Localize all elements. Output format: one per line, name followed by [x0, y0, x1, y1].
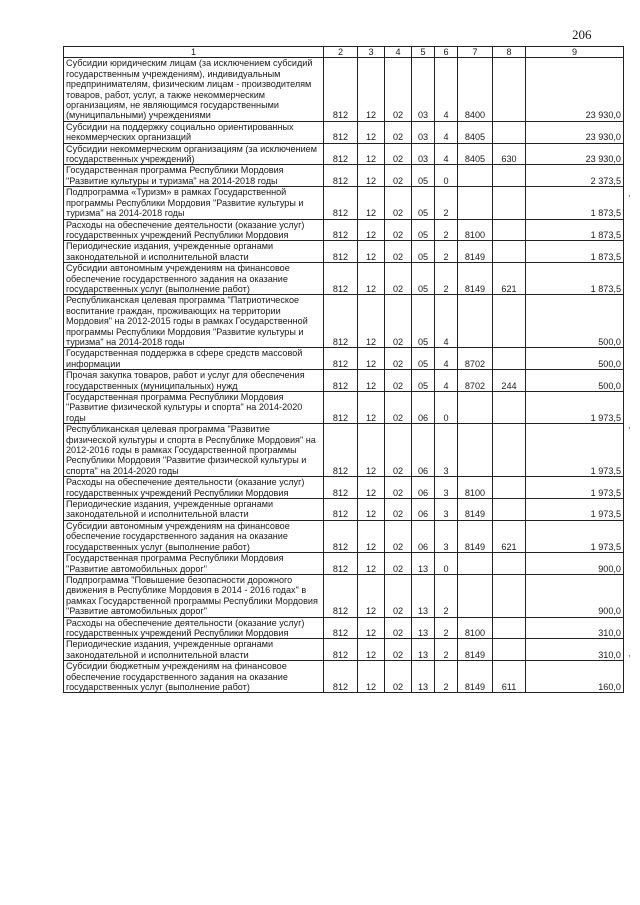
cell-cs: 8149	[458, 661, 493, 693]
cell-gp: 03	[412, 58, 435, 121]
cell-sum: 23 930,0	[526, 58, 624, 121]
cell-vr	[493, 295, 526, 348]
row-name: Субсидии некоммерческим организациям (за исключением государственных учреждений)	[64, 143, 324, 165]
cell-pr: 02	[385, 241, 412, 263]
cell-ved: 812	[324, 617, 358, 639]
cell-vr	[493, 187, 526, 219]
cell-cs: 8100	[458, 617, 493, 639]
cell-pp: 4	[435, 295, 458, 348]
row-name: Расходы на обеспечение деятельности (оказание услуг) государственных учреждений Республики Мордовия	[64, 219, 324, 241]
cell-cs	[458, 165, 493, 187]
cell-rz: 12	[358, 263, 385, 295]
row-name: Государственная поддержка в сфере средств массовой информации	[64, 348, 324, 370]
cell-ved: 812	[324, 121, 358, 143]
cell-vr	[493, 553, 526, 575]
cell-pp: 3	[435, 499, 458, 521]
cell-pr: 02	[385, 187, 412, 219]
cell-ved: 812	[324, 241, 358, 263]
cell-vr	[493, 499, 526, 521]
cell-sum: 500,0	[526, 348, 624, 370]
cell-ved: 812	[324, 392, 358, 424]
cell-cs: 8702	[458, 348, 493, 370]
cell-pp: 2	[435, 219, 458, 241]
cell-ved: 812	[324, 499, 358, 521]
row-name: Субсидии автономным учреждениям на финансовое обеспечение государственного задания на оказание государственных услуг (выполнение работ)	[64, 263, 324, 295]
table-row	[64, 370, 624, 392]
cell-vr	[493, 477, 526, 499]
cell-ved: 812	[324, 424, 358, 477]
cell-sum: 500,0	[526, 295, 624, 348]
cell-rz: 12	[358, 639, 385, 661]
cell-gp: 13	[412, 639, 435, 661]
cell-cs	[458, 187, 493, 219]
column-header: 7	[458, 47, 493, 58]
cell-vr: 621	[493, 520, 526, 552]
cell-cs: 8100	[458, 477, 493, 499]
cell-vr	[493, 121, 526, 143]
table-row	[64, 295, 624, 348]
cell-pr: 02	[385, 392, 412, 424]
cell-gp: 06	[412, 477, 435, 499]
cell-cs: 8702	[458, 370, 493, 392]
cell-pp: 4	[435, 143, 458, 165]
column-header: 4	[385, 47, 412, 58]
cell-rz: 12	[358, 165, 385, 187]
cell-gp: 05	[412, 370, 435, 392]
table-row	[64, 143, 624, 165]
row-name: Субсидии автономным учреждениям на финансовое обеспечение государственного задания на оказание государственных услуг (выполнение работ)	[64, 520, 324, 552]
cell-cs: 8400	[458, 58, 493, 121]
budget-table	[63, 46, 624, 693]
cell-sum: 1 973,5	[526, 477, 624, 499]
cell-ved: 812	[324, 58, 358, 121]
cell-pp: 4	[435, 348, 458, 370]
cell-gp: 05	[412, 241, 435, 263]
cell-pp: 2	[435, 661, 458, 693]
cell-sum: 23 930,0	[526, 121, 624, 143]
cell-cs	[458, 392, 493, 424]
cell-sum: 1 873,5	[526, 263, 624, 295]
cell-ved: 812	[324, 520, 358, 552]
cell-gp: 03	[412, 121, 435, 143]
table-row	[64, 477, 624, 499]
cell-gp: 06	[412, 392, 435, 424]
row-name: Субсидии юридическим лицам (за исключением субсидий государственным учреждениям), индивидуальным предпринимателям, физическим лицам - производителям товаров, работ, услуг, а также некоммерческим организациям, не являющимся государственными (муниципальными) учреждениями	[64, 58, 324, 121]
cell-pp: 2	[435, 241, 458, 263]
table-row	[64, 263, 624, 295]
cell-gp: 13	[412, 553, 435, 575]
cell-pr: 02	[385, 617, 412, 639]
cell-pr: 02	[385, 520, 412, 552]
row-name: Подпрограмма "Повышение безопасности дорожного движения в Республике Мордовия в 2014 - 2016 годах" в рамках Государственной программы Республики Мордовия "Развитие автомобильных дорог"	[64, 574, 324, 617]
row-name: Субсидии бюджетным учреждениям на финансовое обеспечение государственного задания на оказание государственных услуг (выполнение работ)	[64, 661, 324, 693]
cell-ved: 812	[324, 348, 358, 370]
cell-vr	[493, 424, 526, 477]
cell-ved: 812	[324, 165, 358, 187]
cell-gp: 05	[412, 348, 435, 370]
row-name: Республиканская целевая программа "Патриотическое воспитание граждан, проживающих на территории Мордовия" на 2012-2015 годы в рамках Государственной программы Республики Мордовия "Развитие культуры и туризма" на 2014-2018 годы	[64, 295, 324, 348]
cell-rz: 12	[358, 424, 385, 477]
cell-rz: 12	[358, 58, 385, 121]
page-number: 206	[572, 27, 592, 42]
cell-pr: 02	[385, 58, 412, 121]
cell-cs: 8149	[458, 520, 493, 552]
table-row	[64, 639, 624, 661]
cell-rz: 12	[358, 241, 385, 263]
cell-sum: 160,0	[526, 661, 624, 693]
cell-gp: 05	[412, 263, 435, 295]
cell-pr: 02	[385, 424, 412, 477]
cell-vr: 621	[493, 263, 526, 295]
cell-pr: 02	[385, 499, 412, 521]
cell-sum: 1 873,5	[526, 187, 624, 219]
cell-pr: 02	[385, 295, 412, 348]
column-header: 2	[324, 47, 358, 58]
cell-ved: 812	[324, 219, 358, 241]
cell-rz: 12	[358, 295, 385, 348]
cell-sum: 1 973,5	[526, 520, 624, 552]
table-row	[64, 219, 624, 241]
cell-vr: 611	[493, 661, 526, 693]
cell-pp: 2	[435, 263, 458, 295]
cell-sum: 900,0	[526, 553, 624, 575]
table-row	[64, 348, 624, 370]
cell-sum: 23 930,0	[526, 143, 624, 165]
cell-pp: 3	[435, 424, 458, 477]
cell-pr: 02	[385, 143, 412, 165]
cell-pp: 2	[435, 617, 458, 639]
cell-pp: 2	[435, 574, 458, 617]
table-row	[64, 520, 624, 552]
row-name: Периодические издания, учрежденные органами законодательной и исполнительной власти	[64, 241, 324, 263]
cell-sum: 1 973,5	[526, 392, 624, 424]
cell-pp: 2	[435, 639, 458, 661]
column-header: 6	[435, 47, 458, 58]
column-header: 9	[526, 47, 624, 58]
cell-rz: 12	[358, 348, 385, 370]
table-row	[64, 392, 624, 424]
table-row	[64, 424, 624, 477]
cell-sum: 2 373,5	[526, 165, 624, 187]
cell-pp: 4	[435, 121, 458, 143]
cell-gp: 05	[412, 219, 435, 241]
cell-gp: 06	[412, 499, 435, 521]
cell-vr	[493, 639, 526, 661]
cell-pr: 02	[385, 219, 412, 241]
cell-pp: 0	[435, 165, 458, 187]
cell-rz: 12	[358, 477, 385, 499]
cell-cs	[458, 424, 493, 477]
row-name: Прочая закупка товаров, работ и услуг для обеспечения государственных (муниципальных) нужд	[64, 370, 324, 392]
edge-mark: ,	[628, 188, 631, 198]
cell-ved: 812	[324, 370, 358, 392]
cell-ved: 812	[324, 574, 358, 617]
cell-ved: 812	[324, 263, 358, 295]
cell-vr	[493, 392, 526, 424]
cell-vr	[493, 58, 526, 121]
cell-pp: 3	[435, 477, 458, 499]
cell-ved: 812	[324, 477, 358, 499]
cell-cs: 8149	[458, 241, 493, 263]
cell-cs: 8149	[458, 499, 493, 521]
cell-sum: 310,0	[526, 639, 624, 661]
table-row	[64, 574, 624, 617]
cell-sum: 1 973,5	[526, 424, 624, 477]
cell-rz: 12	[358, 574, 385, 617]
cell-vr	[493, 574, 526, 617]
cell-pr: 02	[385, 263, 412, 295]
cell-gp: 05	[412, 187, 435, 219]
cell-pr: 02	[385, 553, 412, 575]
cell-pp: 4	[435, 370, 458, 392]
cell-rz: 12	[358, 553, 385, 575]
cell-gp: 13	[412, 574, 435, 617]
cell-cs: 8149	[458, 639, 493, 661]
table-row	[64, 58, 624, 121]
cell-vr	[493, 219, 526, 241]
cell-pp: 0	[435, 553, 458, 575]
cell-pr: 02	[385, 348, 412, 370]
row-name: Государственная программа Республики Мордовия "Развитие физической культуры и спорта" на 2014-2020 годы	[64, 392, 324, 424]
cell-ved: 812	[324, 143, 358, 165]
cell-ved: 812	[324, 661, 358, 693]
cell-sum: 500,0	[526, 370, 624, 392]
cell-gp: 06	[412, 424, 435, 477]
column-header: 5	[412, 47, 435, 58]
table-row	[64, 499, 624, 521]
cell-vr	[493, 165, 526, 187]
column-header: 1	[64, 47, 324, 58]
cell-cs: 8149	[458, 263, 493, 295]
cell-pr: 02	[385, 574, 412, 617]
cell-gp: 13	[412, 617, 435, 639]
cell-rz: 12	[358, 520, 385, 552]
cell-pp: 3	[435, 520, 458, 552]
table-row	[64, 553, 624, 575]
cell-rz: 12	[358, 499, 385, 521]
cell-sum: 1 873,5	[526, 241, 624, 263]
cell-cs	[458, 553, 493, 575]
cell-pp: 4	[435, 58, 458, 121]
row-name: Республиканская целевая программа "Развитие физической культуры и спорта в Республике Мордовия" на 2012-2016 годы в рамках Государственной программы Республики Мордовия "Развитие физической культуры и спорта" на 2014-2020 годы	[64, 424, 324, 477]
cell-rz: 12	[358, 661, 385, 693]
cell-gp: 03	[412, 143, 435, 165]
cell-vr: 244	[493, 370, 526, 392]
cell-ved: 812	[324, 295, 358, 348]
cell-vr	[493, 241, 526, 263]
cell-ved: 812	[324, 553, 358, 575]
cell-gp: 05	[412, 295, 435, 348]
cell-cs	[458, 295, 493, 348]
cell-vr	[493, 617, 526, 639]
row-name: Расходы на обеспечение деятельности (оказание услуг) государственных учреждений Республики Мордовия	[64, 617, 324, 639]
cell-rz: 12	[358, 143, 385, 165]
cell-rz: 12	[358, 392, 385, 424]
cell-sum: 310,0	[526, 617, 624, 639]
row-name: Периодические издания, учрежденные органами законодательной и исполнительной власти	[64, 499, 324, 521]
table-row	[64, 187, 624, 219]
cell-vr	[493, 348, 526, 370]
cell-rz: 12	[358, 121, 385, 143]
cell-pp: 2	[435, 187, 458, 219]
cell-pr: 02	[385, 639, 412, 661]
table-row	[64, 121, 624, 143]
cell-cs: 8405	[458, 121, 493, 143]
row-name: Субсидии на поддержку социально ориентированных некоммерческих организаций	[64, 121, 324, 143]
row-name: Периодические издания, учрежденные органами законодательной и исполнительной власти	[64, 639, 324, 661]
cell-cs: 8100	[458, 219, 493, 241]
cell-pr: 02	[385, 121, 412, 143]
cell-pr: 02	[385, 477, 412, 499]
column-header: 3	[358, 47, 385, 58]
cell-vr: 630	[493, 143, 526, 165]
cell-ved: 812	[324, 639, 358, 661]
cell-pr: 02	[385, 370, 412, 392]
cell-gp: 13	[412, 661, 435, 693]
table-row	[64, 165, 624, 187]
row-name: Подпрограмма «Туризм» в рамках Государственной программы Республики Мордовия "Развитие культуры и туризма" на 2014-2018 годы	[64, 187, 324, 219]
edge-mark: ,	[628, 420, 631, 430]
cell-cs: 8405	[458, 143, 493, 165]
row-name: Государственная программа Республики Мордовия "Развитие культуры и туризма" на 2014-2018 годы	[64, 165, 324, 187]
table-row	[64, 617, 624, 639]
cell-rz: 12	[358, 219, 385, 241]
table-row	[64, 241, 624, 263]
cell-pp: 0	[435, 392, 458, 424]
cell-rz: 12	[358, 617, 385, 639]
cell-sum: 1 873,5	[526, 219, 624, 241]
row-name: Расходы на обеспечение деятельности (оказание услуг) государственных учреждений Республики Мордовия	[64, 477, 324, 499]
cell-cs	[458, 574, 493, 617]
table-row	[64, 661, 624, 693]
cell-rz: 12	[358, 187, 385, 219]
header-row	[64, 47, 624, 58]
cell-gp: 05	[412, 165, 435, 187]
column-header: 8	[493, 47, 526, 58]
cell-rz: 12	[358, 370, 385, 392]
cell-ved: 812	[324, 187, 358, 219]
row-name: Государственная программа Республики Мордовия "Развитие автомобильных дорог"	[64, 553, 324, 575]
cell-pr: 02	[385, 165, 412, 187]
edge-mark: ,	[628, 648, 631, 658]
cell-sum: 900,0	[526, 574, 624, 617]
cell-gp: 06	[412, 520, 435, 552]
cell-pr: 02	[385, 661, 412, 693]
cell-sum: 1 973,5	[526, 499, 624, 521]
